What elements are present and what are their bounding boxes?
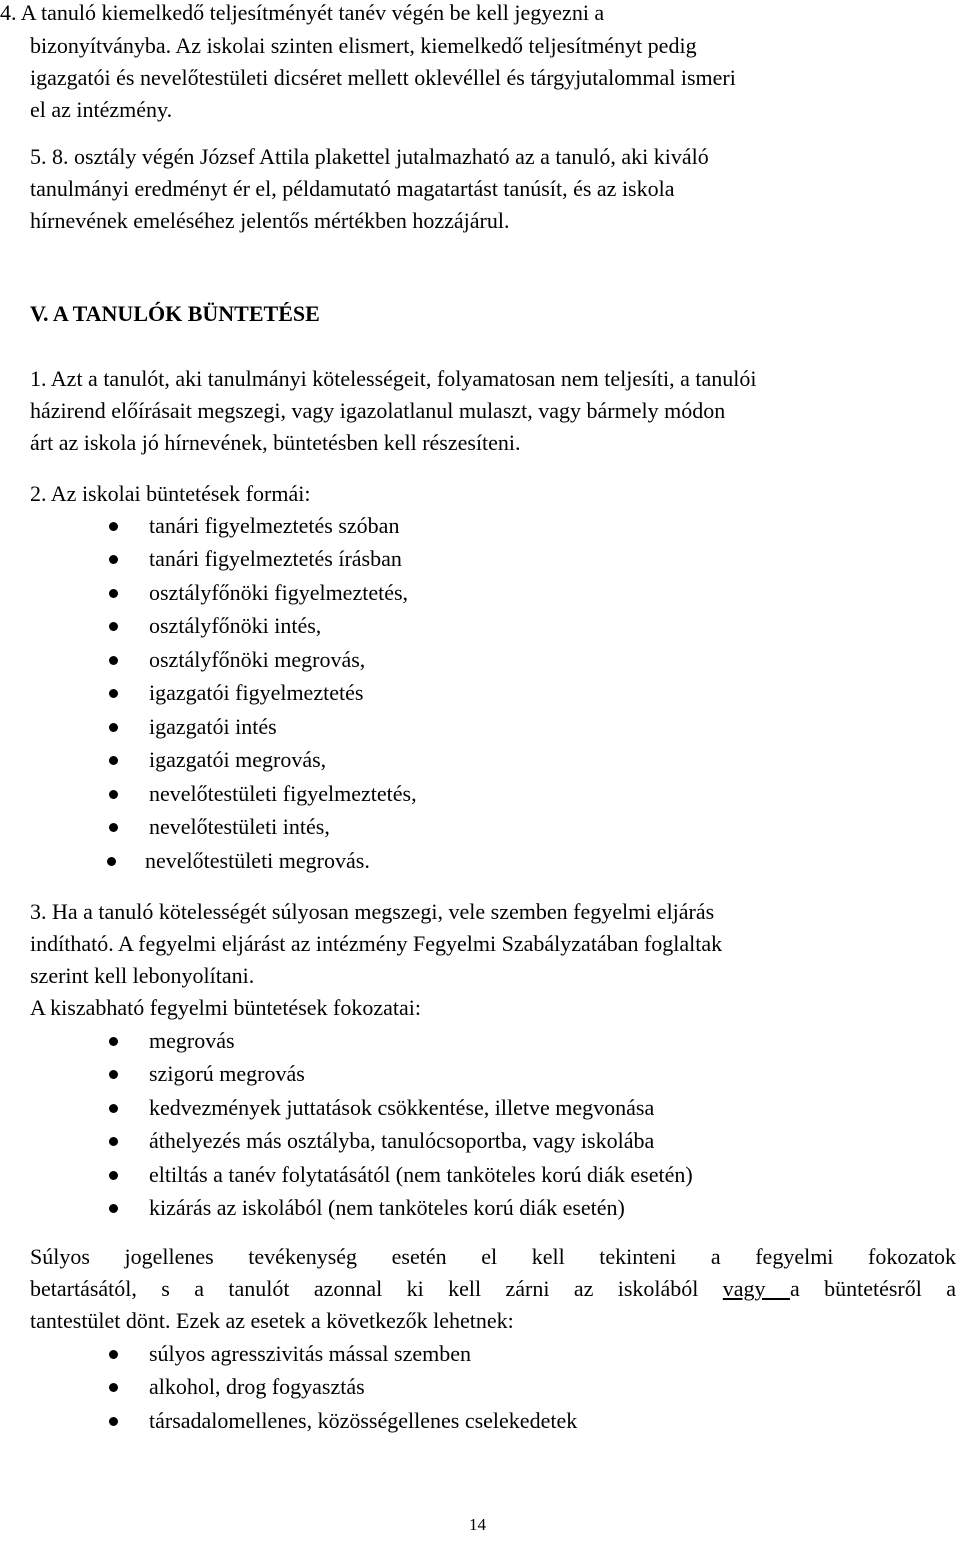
bullet-icon	[109, 1171, 118, 1180]
bullet-icon	[109, 1417, 118, 1426]
list-item: szigorú megrovás	[149, 1061, 305, 1086]
text-line: házirend előírásait megszegi, vagy igazolatlanul mulaszt, vagy bármely módon	[30, 398, 726, 423]
bullet-icon	[109, 723, 118, 732]
list-item: kedvezmények juttatások csökkentése, illetve megvonása	[149, 1095, 655, 1120]
text-line: 1. Azt a tanulót, aki tanulmányi kötelességeit, folyamatosan nem teljesíti, a tanulói	[30, 366, 757, 391]
list-item: igazgatói intés	[149, 714, 277, 739]
bullet-icon	[109, 1037, 118, 1046]
bullet-icon	[109, 522, 118, 531]
text-line: szerint kell lebonyolítani.	[30, 963, 255, 988]
disciplinary-intro: A kiszabható fegyelmi büntetések fokozatai:	[30, 995, 421, 1020]
list-item: alkohol, drog fogyasztás	[149, 1374, 365, 1399]
text-line	[30, 1273, 956, 1305]
bullet-icon	[109, 756, 118, 765]
list-item: osztályfőnöki intés,	[149, 613, 322, 638]
list-item: kizárás az iskolából (nem tanköteles korú diák esetén)	[149, 1195, 625, 1220]
text-line: igazgatói és nevelőtestületi dicséret mellett oklevéllel és tárgyjutalommal ismeri	[30, 65, 736, 90]
text-line: tanulmányi eredményt ér el, példamutató magatartást tanúsít, és az iskola	[30, 176, 675, 201]
bullet-icon	[109, 823, 118, 832]
list-item: osztályfőnöki figyelmeztetés,	[149, 580, 409, 605]
underlined-word: vagy	[722, 1276, 790, 1301]
list-item: nevelőtestületi intés,	[149, 814, 330, 839]
text-line: Súlyos jogellenes tevékenység esetén el kell tekinteni a fegyelmi fokozatok	[30, 1244, 956, 1269]
text-line: indítható. A fegyelmi eljárást az intézmény Fegyelmi Szabályzatában foglaltak	[30, 931, 723, 956]
text-line: tantestület dönt. Ezek az esetek a következők lehetnek:	[30, 1308, 514, 1333]
list-item: nevelőtestületi figyelmeztetés,	[149, 781, 417, 806]
list-item: megrovás	[149, 1028, 235, 1053]
bullet-icon	[109, 790, 118, 799]
list-item: nevelőtestületi megrovás.	[145, 848, 370, 873]
bullet-icon	[109, 656, 118, 665]
text-line: el az intézmény.	[30, 97, 173, 122]
bullet-icon	[109, 1070, 118, 1079]
list-item: tanári figyelmeztetés írásban	[149, 546, 402, 571]
text-line: hírnevének emeléséhez jelentős mértékben hozzájárul.	[30, 208, 510, 233]
list-item: tanári figyelmeztetés szóban	[149, 513, 400, 538]
bullet-icon	[109, 622, 118, 631]
bullet-icon	[109, 1104, 118, 1113]
bullet-icon	[109, 555, 118, 564]
bullet-icon	[109, 589, 118, 598]
text-line: bizonyítványba. Az iskolai szinten elismert, kiemelkedő teljesítményt pedig	[30, 33, 697, 58]
list-item: igazgatói figyelmeztetés	[149, 680, 364, 705]
list-item: súlyos agresszivitás mással szemben	[149, 1341, 471, 1366]
list-item: társadalomellenes, közösségellenes cselekedetek	[149, 1408, 578, 1433]
page-number: 14	[469, 1515, 486, 1534]
punishment-forms-intro: 2. Az iskolai büntetések formái:	[30, 481, 311, 506]
bullet-icon	[109, 1350, 118, 1359]
text-line: 4. A tanuló kiemelkedő teljesítményét tanév végén be kell jegyezni a	[0, 0, 605, 25]
text-line: 5. 8. osztály végén József Attila plakettel jutalmazható az a tanuló, aki kiváló	[30, 144, 709, 169]
list-item: osztályfőnöki megrovás,	[149, 647, 366, 672]
bullet-icon	[109, 1137, 118, 1146]
list-item: igazgatói megrovás,	[149, 747, 327, 772]
bullet-icon	[109, 1204, 118, 1213]
text-segment: betartásától, s a tanulót azonnal ki kell zárni az iskolából	[30, 1276, 723, 1301]
text-line: 3. Ha a tanuló kötelességét súlyosan megszegi, vele szemben fegyelmi eljárás	[30, 899, 715, 924]
list-item: eltiltás a tanév folytatásától (nem tanköteles korú diák esetén)	[149, 1162, 693, 1187]
text-segment: a büntetésről a	[789, 1276, 956, 1301]
section-heading: V. A TANULÓK BÜNTETÉSE	[30, 301, 320, 326]
list-item: áthelyezés más osztályba, tanulócsoportba, vagy iskolába	[149, 1128, 655, 1153]
text-line: árt az iskola jó hírnevének, büntetésben kell részesíteni.	[30, 430, 521, 455]
bullet-icon	[109, 689, 118, 698]
bullet-icon	[107, 857, 116, 866]
bullet-icon	[109, 1383, 118, 1392]
